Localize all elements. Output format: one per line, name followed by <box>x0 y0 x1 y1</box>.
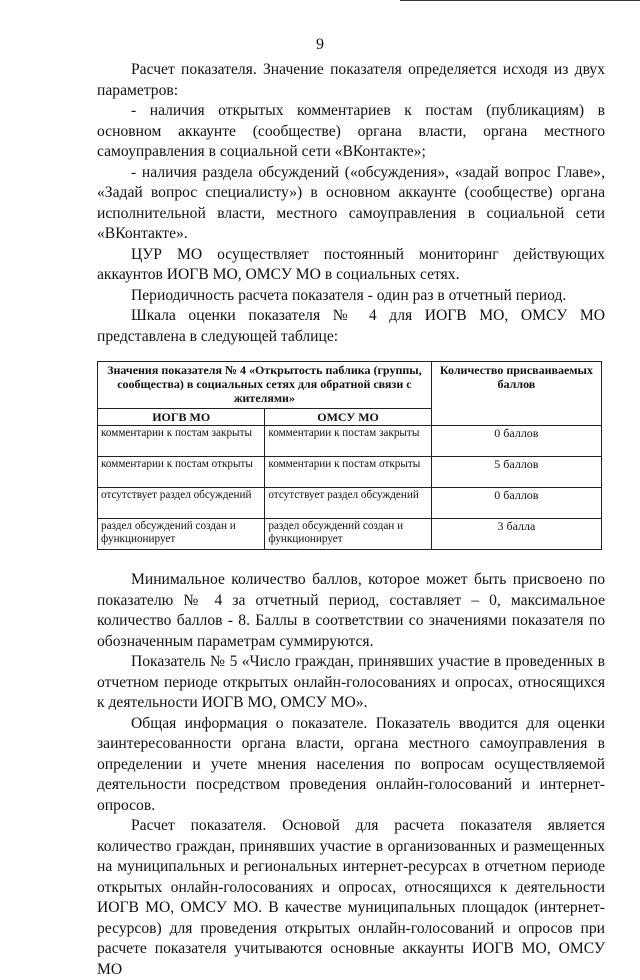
table-header-iogv: ИОГВ МО <box>98 409 265 426</box>
paragraph-scale-intro: Шкала оценки показателя № 4 для ИОГВ МО, ОМСУ МО представлена в следующей таблице: <box>97 307 605 345</box>
paragraph-indicator-5: Показатель № 5 «Число граждан, принявших участие в проведенных в отчетном периоде открытых онлайн-голосованиях и опросах, относящихся к деятельности ИОГВ МО, ОМСУ МО». <box>97 653 605 711</box>
table-header-values: Значения показателя № 4 «Открытость паблика (группы, сообщества) в социальных сетях для обратной связи с жителями» <box>98 362 432 409</box>
header-rule <box>400 0 640 1</box>
document-body <box>97 60 605 980</box>
table-row <box>98 457 602 488</box>
table-row <box>98 488 602 519</box>
table-cell-omsu: комментарии к постам открыты <box>265 457 431 488</box>
score-table <box>97 361 602 550</box>
paragraph-calc-basis: Расчет показателя. Основой для расчета показателя является количество граждан, принявших участие в организованных и размещенных на муниципальных и региональных интернет-ресурсах в отчетном периоде открытых онлайн-голосованиях и опросах, относящихся к деятельности ИОГВ МО, ОМСУ МО. В качестве муниципальных площадок (интернет-ресурсов) для проведения открытых онлайн-голосований и опросов при расчете показателя учитываются основные аккаунты ИОГВ МО, ОМСУ МО <box>97 817 605 978</box>
paragraph-calc-intro: Расчет показателя. Значение показателя определяется исходя из двух параметров: <box>97 61 605 99</box>
table-cell-iogv: отсутствует раздел обсуждений <box>98 488 265 519</box>
table-header-row <box>98 362 602 409</box>
after-table-section <box>97 570 605 980</box>
page-number: 9 <box>316 36 324 53</box>
paragraph-min-max: Минимальное количество баллов, которое может быть присвоено по показателю № 4 за отчетный период, составляет – 0, максимальное количество баллов - 8. Баллы в соответствии со значениями показателя по обозначенным параметрам суммируются. <box>97 571 605 650</box>
paragraph-periodicity: Периодичность расчета показателя - один раз в отчетный период. <box>131 286 567 304</box>
score-table-wrapper <box>97 361 602 550</box>
table-cell-points: 0 баллов <box>431 426 601 457</box>
paragraph-general-info: Общая информация о показателе. Показатель вводится для оценки заинтересованности органа власти, органа местного самоуправления в определении и учете мнения населения по вопросам осуществляемой деятельности посредством проведения онлайн-голосований и интернет-опросов. <box>97 714 605 814</box>
table-cell-points: 5 баллов <box>431 457 601 488</box>
table-cell-omsu: отсутствует раздел обсуждений <box>265 488 431 519</box>
table-row <box>98 519 602 550</box>
paragraph-monitoring: ЦУР МО осуществляет постоянный мониторинг действующих аккаунтов ИОГВ МО, ОМСУ МО в социальных сетях. <box>97 245 605 283</box>
table-header-omsu: ОМСУ МО <box>265 409 431 426</box>
table-cell-omsu: комментарии к постам закрыты <box>265 426 431 457</box>
table-cell-omsu: раздел обсуждений создан и функционирует <box>265 519 431 550</box>
table-cell-points: 0 баллов <box>431 488 601 519</box>
table-cell-iogv: комментарии к постам открыты <box>98 457 265 488</box>
paragraph-param-comments: - наличия открытых комментариев к постам (публикациям) в основном аккаунте (сообществе) органа власти, органа местного самоуправления в социальной сети «ВКонтакте»; <box>97 102 605 160</box>
table-row <box>98 426 602 457</box>
table-cell-points: 3 балла <box>431 519 601 550</box>
table-header-points: Количество присваиваемых баллов <box>431 362 601 426</box>
table-cell-iogv: раздел обсуждений создан и функционирует <box>98 519 265 550</box>
table-cell-iogv: комментарии к постам закрыты <box>98 426 265 457</box>
paragraph-param-discussions: - наличия раздела обсуждений («обсуждения», «задай вопрос Главе», «Задай вопрос специалисту») в основном аккаунте (сообществе) органа исполнительной власти, местного самоуправления в социальной сети «ВКонтакте». <box>97 163 605 242</box>
